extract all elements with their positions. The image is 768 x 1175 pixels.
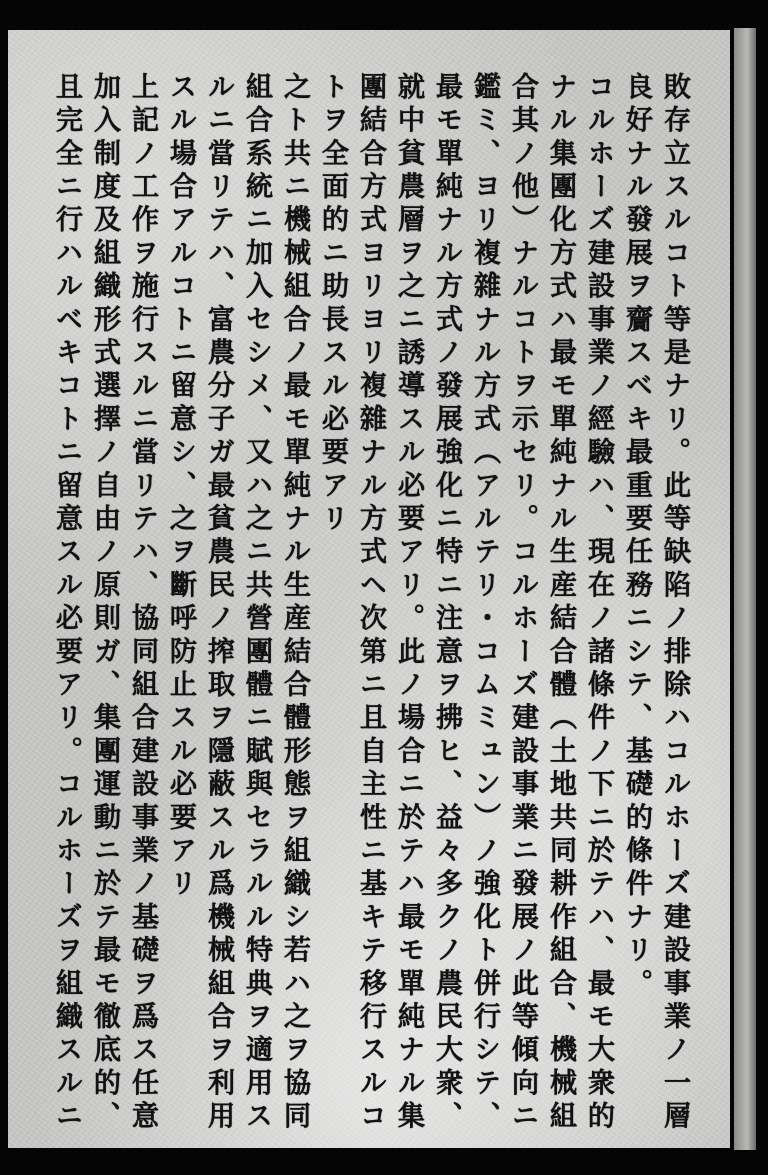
vertical-text-block — [48, 72, 691, 1135]
text-column-11: 之ト共ニ機械組合ノ最モ單純ナル生産結合體形態ヲ組織シ若ハ之ヲ協同 — [279, 72, 311, 1135]
text-column-8: 就中貧農層ヲ之ニ誘導スル必要アリ。此ノ場合ニ於テハ最モ單純ナル集 — [393, 72, 425, 1135]
text-column-6: 鑑ミ、ヨリ複雜ナル方式（アルテリ・コムミュン）ノ強化ト併行シテ、 — [469, 72, 501, 1135]
page-edge-strip — [734, 28, 756, 1150]
text-column-7: 最モ單純ナル方式ノ發展強化ニ特ニ注意ヲ拂ヒ、益々多クノ農民大衆、 — [431, 72, 463, 1135]
book-page — [8, 30, 730, 1148]
text-column-1: 敗存立スルコト等是ナリ。此等缺陷ノ排除ハコルホーズ建設事業ノ一層 — [659, 72, 691, 1135]
text-column-2: 良好ナル發展ヲ齎スベキ最重要任務ニシテ、基礎的條件ナリ。 — [621, 72, 653, 1002]
text-column-17: 且完全ニ行ハルベキコトニ留意スル必要アリ。コルホーズヲ組織スルニ — [51, 72, 83, 1135]
text-column-3: コルホーズ建設事業ノ經驗ハ、現在ノ諸條件ノ下ニ於テハ、最モ大衆的 — [583, 72, 615, 1135]
text-column-15: 上記ノ工作ヲ施行スルニ當リテハ、協同組合建設事業ノ基礎ヲ爲ス任意 — [127, 72, 159, 1135]
text-column-14: スル場合アルコトニ留意シ、之ヲ斷呼防止スル必要アリ — [165, 72, 197, 902]
text-column-9: 團結合方式ヨリヨリ複雜ナル方式ヘ次第ニ且自主性ニ基キテ移行スルコ — [355, 72, 387, 1135]
text-column-12: 組合系統ニ加入セシメ、又ハ之ニ共營團體ニ賦與セラルル特典ヲ適用ス — [241, 72, 273, 1135]
text-column-5: 合其ノ他）ナルコトヲ示セリ。コルホーズ建設事業ニ發展ノ此等傾向ニ — [507, 72, 539, 1135]
text-column-13: ルニ當リテハ、富農分子ガ最貧農民ノ搾取ヲ隱蔽スル爲機械組合ヲ利用 — [203, 72, 235, 1135]
text-column-16: 加入制度及組織形式選擇ノ自由ノ原則ガ、集團運動ニ於テ最モ徹底的、 — [89, 72, 121, 1135]
text-column-4: ナル集團化方式ハ最モ單純ナル生産結合體（土地共同耕作組合、機械組 — [545, 72, 577, 1135]
text-column-10: トヲ全面的ニ助長スル必要アリ — [317, 72, 349, 537]
